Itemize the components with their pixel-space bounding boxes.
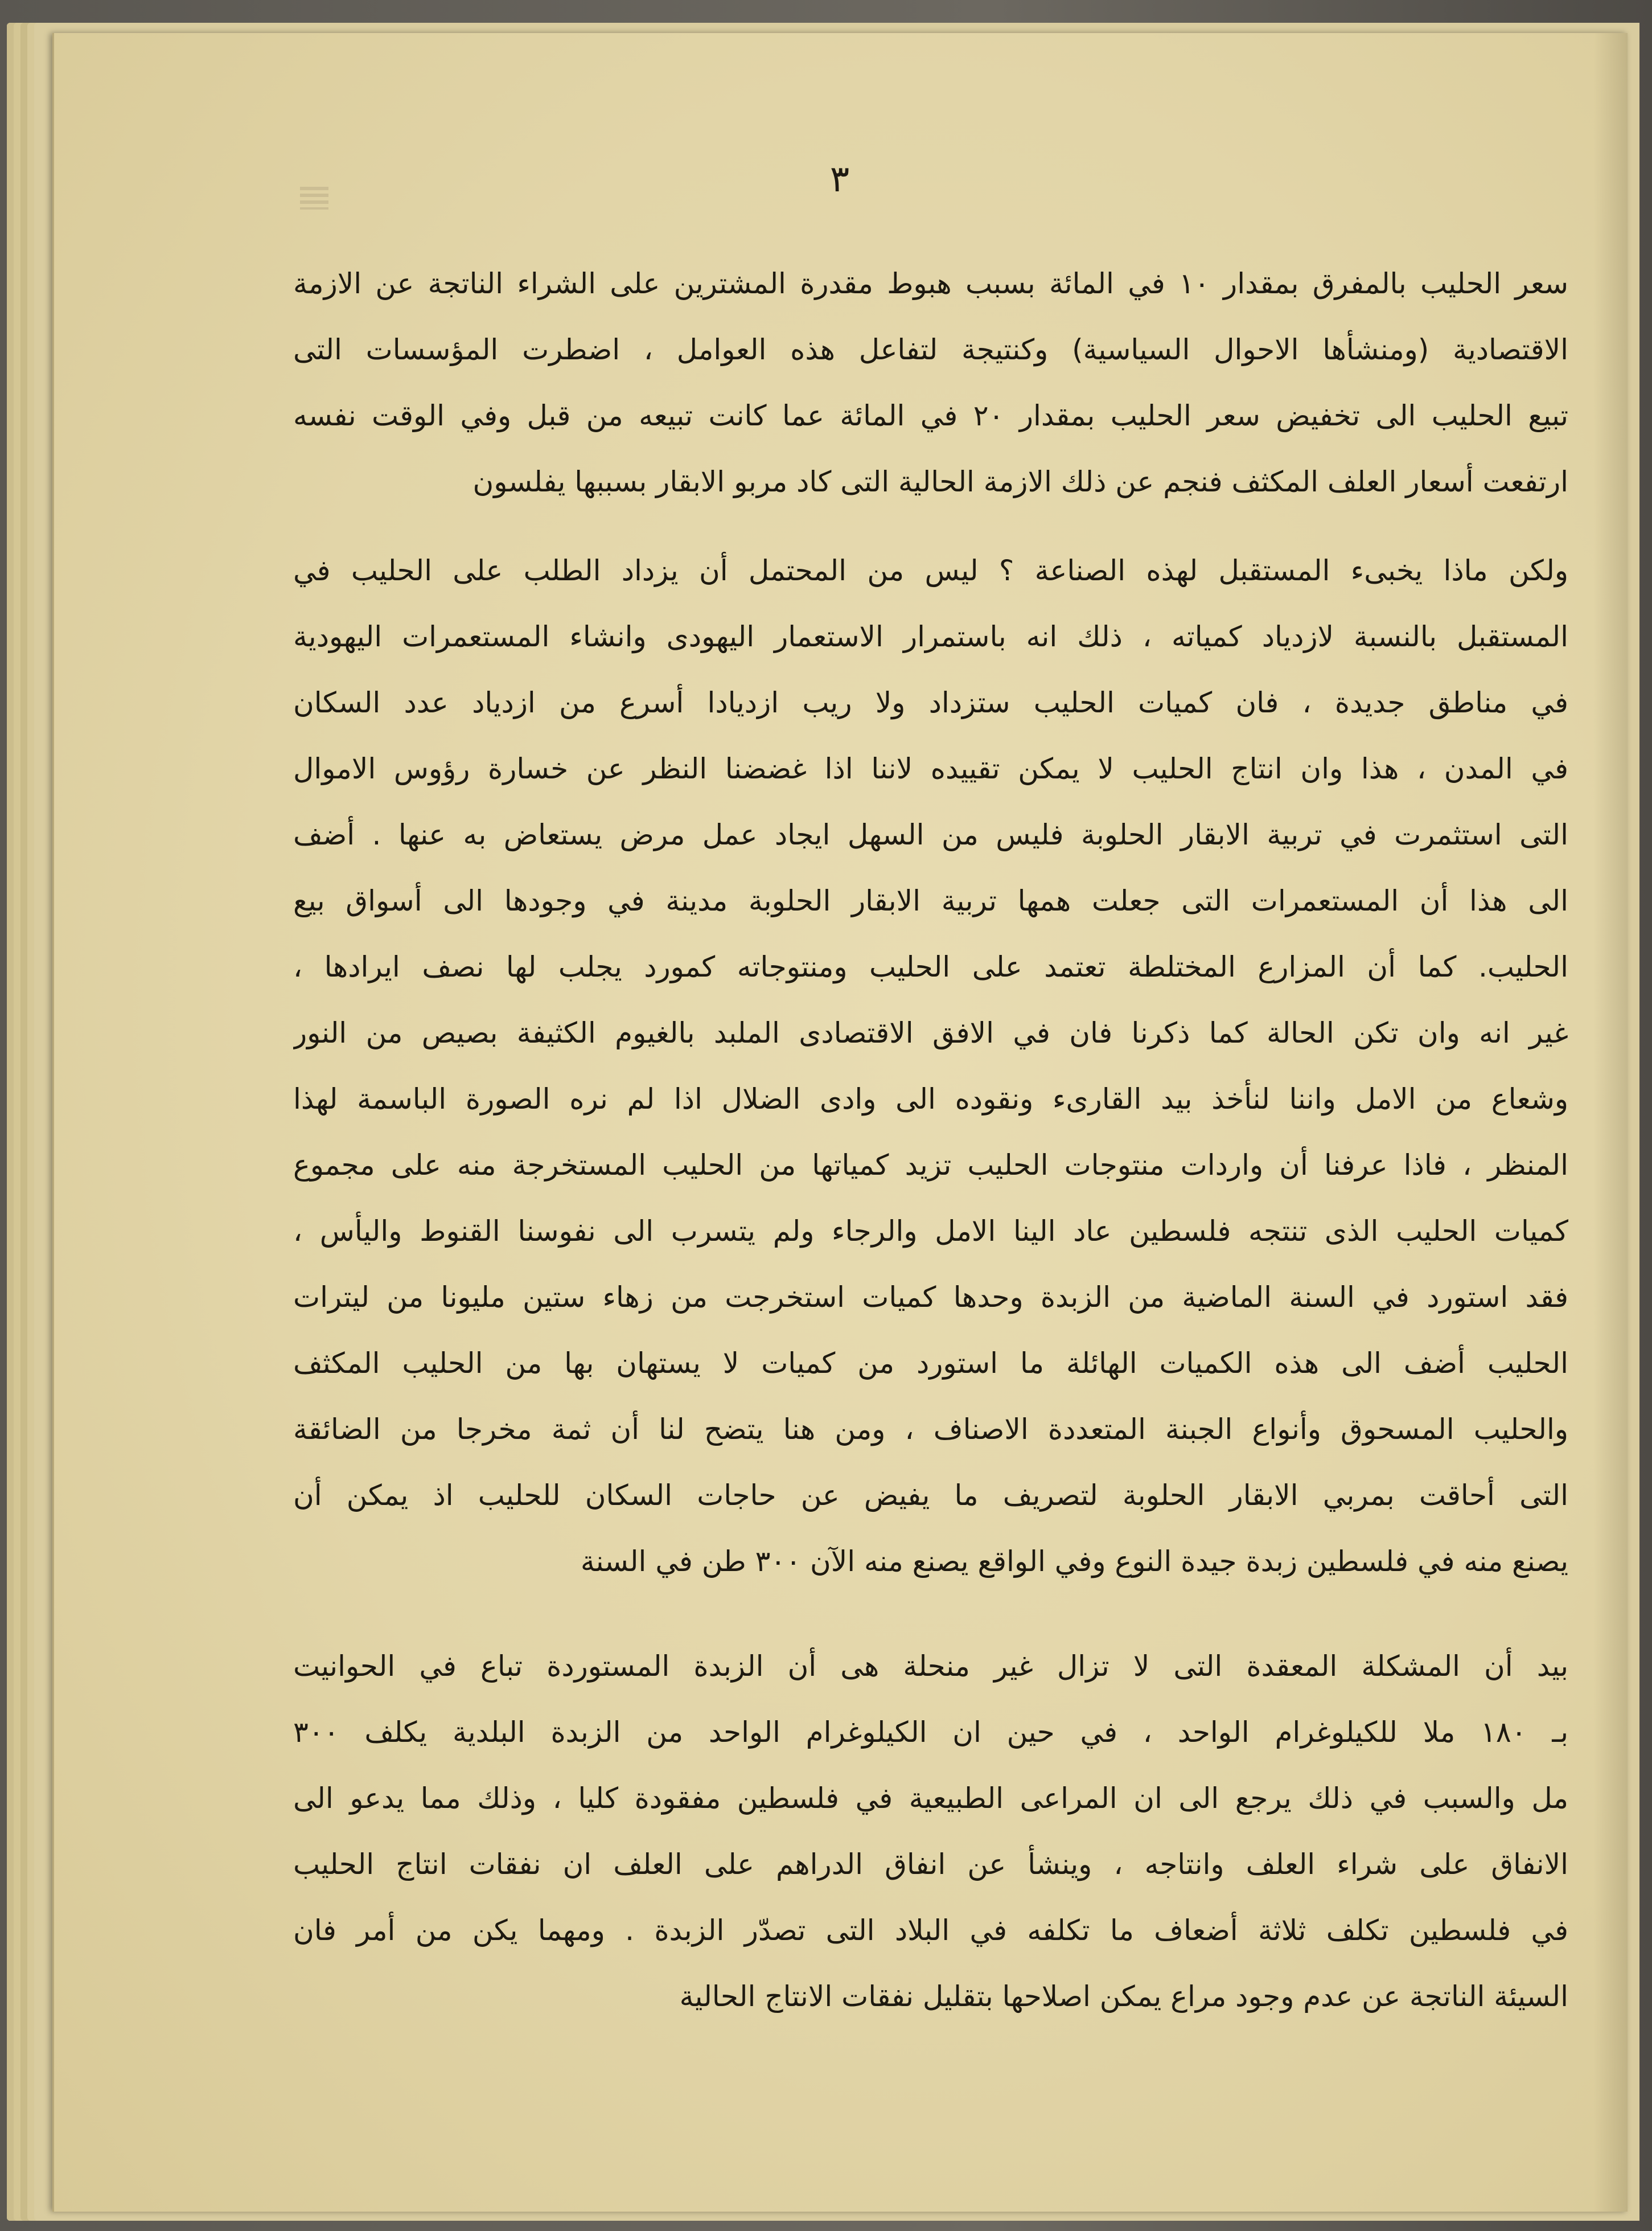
margin-mark bbox=[300, 187, 328, 210]
text-line: التى أحاقت بمربي الابقار الحلوبة لتصريف ما يفيض عن حاجات السكان للحليب اذ يمكن أن bbox=[293, 1479, 1568, 1512]
text-line: بـ ١٨٠ ملا للكيلوغرام الواحد ، في حين ان الكيلوغرام الواحد من الزبدة البلدية يكلف ٣٠٠ bbox=[293, 1716, 1568, 1749]
text-line: والحليب المسحوق وأنواع الجبنة المتعددة الاصناف ، ومن هنا يتضح لنا أن ثمة مخرجا من الضائقة bbox=[293, 1413, 1568, 1446]
text-line: مل والسبب في ذلك يرجع الى ان المراعى الطبيعية في فلسطين مفقودة كليا ، وذلك مما يدعو الى bbox=[293, 1782, 1568, 1815]
text-line: الحليب. كما أن المزارع المختلطة تعتمد على الحليب ومنتوجاته كمورد يجلب لها نصف ايرادها ، bbox=[293, 950, 1568, 983]
text-line: ولكن ماذا يخبىء المستقبل لهذه الصناعة ؟ ليس من المحتمل أن يزداد الطلب على الحليب في bbox=[293, 554, 1568, 587]
paragraph-3 bbox=[293, 1633, 1568, 2029]
text-line: تبيع الحليب الى تخفيض سعر الحليب بمقدار ٢٠ في المائة عما كانت تبيعه من قبل وفي الوقت نفسه bbox=[293, 399, 1568, 432]
text-line: فقد استورد في السنة الماضية من الزبدة وحدها كميات استخرجت من زهاء ستين مليونا من ليترات bbox=[293, 1281, 1568, 1314]
book-page bbox=[52, 33, 1628, 2212]
paragraph-2 bbox=[293, 538, 1568, 1594]
text-line: ارتفعت أسعار العلف المكثف فنجم عن ذلك الازمة الحالية التى كاد مربو الابقار بسببها يفلسون bbox=[472, 465, 1568, 498]
text-line: في فلسطين تكلف ثلاثة أضعاف ما تكلفه في البلاد التى تصدّر الزبدة . ومهما يكن من أمر فان bbox=[293, 1914, 1568, 1947]
page-number: ٣ bbox=[829, 158, 850, 200]
text-line: الانفاق على شراء العلف وانتاجه ، وينشأ عن انفاق الدراهم على العلف ان نفقات انتاج الحليب bbox=[293, 1848, 1568, 1881]
text-line: الحليب أضف الى هذه الكميات الهائلة ما استورد من كميات لا يستهان بها من الحليب المكثف bbox=[293, 1347, 1568, 1380]
text-line: السيئة الناتجة عن عدم وجود مراع يمكن اصلاحها بتقليل نفقات الانتاج الحالية bbox=[679, 1980, 1568, 2013]
text-line: يصنع منه في فلسطين زبدة جيدة النوع وفي الواقع يصنع منه الآن ٣٠٠ طن في السنة bbox=[580, 1545, 1568, 1578]
text-line: غير انه وان تكن الحالة كما ذكرنا فان في الافق الاقتصادى الملبد بالغيوم الكثيفة بصيص من النور bbox=[293, 1016, 1568, 1049]
text-line: التى استثمرت في تربية الابقار الحلوبة فليس من السهل ايجاد عمل مرض يستعاض به عنها . أضف bbox=[293, 818, 1568, 851]
text-line: بيد أن المشكلة المعقدة التى لا تزال غير منحلة هى أن الزبدة المستوردة تباع في الحوانيت bbox=[293, 1650, 1568, 1683]
text-line: في المدن ، هذا وان انتاج الحليب لا يمكن تقييده لاننا اذا غضضنا النظر عن خسارة رؤوس الاموال bbox=[293, 752, 1568, 785]
text-line: المنظر ، فاذا عرفنا أن واردات منتوجات الحليب تزيد كمياتها من الحليب المستخرجة منه على مجموع bbox=[293, 1149, 1568, 1182]
text-line: وشعاع من الامل واننا لنأخذ بيد القارىء ونقوده الى وادى الضلال اذا لم نره الصورة الباسمة لهذا bbox=[293, 1082, 1568, 1116]
text-line: في مناطق جديدة ، فان كميات الحليب ستزداد ولا ريب ازديادا أسرع من ازدياد عدد السكان bbox=[293, 686, 1568, 719]
text-line: سعر الحليب بالمفرق بمقدار ١٠ في المائة بسبب هبوط مقدرة المشترين على الشراء الناتجة عن الازمة bbox=[293, 267, 1568, 300]
text-line: المستقبل بالنسبة لازدياد كمياته ، ذلك انه باستمرار الاستعمار اليهودى وانشاء المستعمرات اليهودية bbox=[293, 620, 1568, 653]
text-line: الاقتصادية (ومنشأها الاحوال السياسية) وكنتيجة لتفاعل هذه العوامل ، اضطرت المؤسسات التى bbox=[293, 333, 1568, 366]
paragraph-1 bbox=[293, 251, 1568, 515]
text-line: الى هذا أن المستعمرات التى جعلت همها تربية الابقار الحلوبة مدينة في وجودها الى أسواق بيع bbox=[293, 884, 1568, 917]
text-line: كميات الحليب الذى تنتجه فلسطين عاد الينا الامل والرجاء ولم يتسرب الى نفوسنا القنوط واليأس ، bbox=[293, 1215, 1568, 1248]
